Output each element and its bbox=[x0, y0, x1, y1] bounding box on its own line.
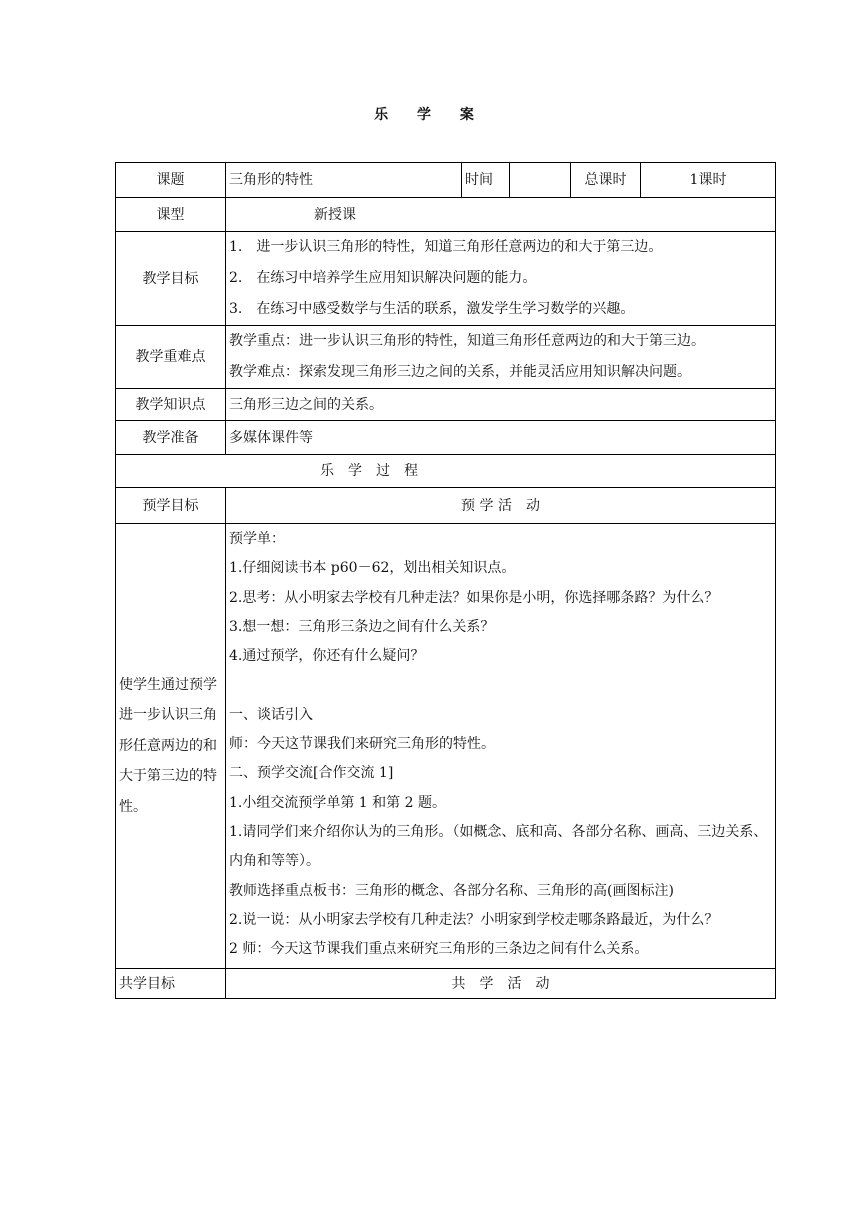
preview-activity-label: 预 学 活 动 bbox=[226, 488, 776, 524]
difficult-point-item: 教学难点：探索发现三角形三边之间的关系，并能灵活应用知识解决问题。 bbox=[229, 364, 691, 380]
teaching-goals-row bbox=[116, 232, 776, 326]
teaching-goals-list bbox=[226, 232, 776, 326]
total-hours-value: 1课时 bbox=[641, 163, 776, 198]
teaching-goal-item: 2. 在练习中培养学生应用知识解决问题的能力。 bbox=[229, 270, 537, 286]
topic-value: 三角形的特性 bbox=[226, 163, 462, 198]
activity-line: 1.请同学们来介绍你认为的三角形。（如概念、底和高、各部分名称、画高、三边关系、内角和等等）。 bbox=[229, 823, 768, 870]
topic-row bbox=[116, 163, 776, 198]
key-point-item: 教学重点：进一步认识三角形的特性，知道三角形任意两边的和大于第三边。 bbox=[229, 333, 705, 349]
time-value bbox=[510, 163, 571, 198]
activity-line: 2 师：今天这节课我们重点来研究三角形的三条边之间有什么关系。 bbox=[229, 941, 649, 958]
key-points-row bbox=[116, 326, 776, 389]
topic-label: 课题 bbox=[116, 163, 226, 198]
knowledge-label: 教学知识点 bbox=[116, 389, 226, 421]
activity-line: 3.想一想：三角形三条边之间有什么关系？ bbox=[229, 618, 495, 635]
lesson-type-row bbox=[116, 198, 776, 232]
preview-content-row bbox=[116, 524, 776, 969]
lesson-plan-table bbox=[115, 162, 776, 999]
process-heading-row bbox=[116, 455, 776, 488]
preparation-row bbox=[116, 421, 776, 455]
document-title: 乐 学 案 bbox=[374, 107, 486, 123]
activity-line: 1.仔细阅读书本 p60－62，划出相关知识点。 bbox=[229, 560, 516, 577]
knowledge-row bbox=[116, 389, 776, 421]
total-hours-label: 总课时 bbox=[571, 163, 641, 198]
activity-line: 教师选择重点板书：三角形的概念、各部分名称、三角形的高(画图标注) bbox=[229, 882, 674, 899]
process-heading: 乐 学 过 程 bbox=[116, 455, 776, 488]
time-label: 时间 bbox=[462, 163, 510, 198]
co-learning-header-row bbox=[116, 969, 776, 999]
preview-header-row bbox=[116, 488, 776, 524]
teaching-goals-label: 教学目标 bbox=[116, 232, 226, 326]
lesson-type-value: 新授课 bbox=[226, 198, 776, 232]
key-points-label: 教学重难点 bbox=[116, 326, 226, 389]
activity-line: 师：今天这节课我们来研究三角形的特性。 bbox=[229, 736, 495, 753]
activity-line: 4.通过预学，你还有什么疑问？ bbox=[229, 648, 425, 665]
teaching-goal-item: 1. 进一步认识三角形的特性，知道三角形任意两边的和大于第三边。 bbox=[229, 239, 663, 255]
activity-line: 二、预学交流[合作交流 1] bbox=[229, 765, 394, 782]
teaching-goal-item: 3. 在练习中感受数学与生活的联系，激发学生学习数学的兴趣。 bbox=[229, 301, 635, 317]
activity-line: 预学单： bbox=[229, 531, 285, 547]
preparation-label: 教学准备 bbox=[116, 421, 226, 455]
co-learning-activity-label: 共 学 活 动 bbox=[226, 969, 776, 999]
activity-line: 一、谈话引入 bbox=[229, 706, 313, 723]
activity-line: 1.小组交流预学单第 1 和第 2 题。 bbox=[229, 794, 446, 811]
activity-line: 2.说一说：从小明家去学校有几种走法？小明家到学校走哪条路最近，为什么？ bbox=[229, 911, 719, 928]
key-points-list bbox=[226, 326, 776, 389]
preview-activity-content bbox=[226, 524, 776, 969]
co-learning-goal-label: 共学目标 bbox=[116, 969, 226, 999]
knowledge-value: 三角形三边之间的关系。 bbox=[226, 389, 776, 421]
preparation-value: 多媒体课件等 bbox=[226, 421, 776, 455]
preview-goal-text: 使学生通过预学进一步认识三角形任意两边的和大于第三边的特性。 bbox=[116, 524, 226, 969]
lesson-type-label: 课型 bbox=[116, 198, 226, 232]
activity-blank-line bbox=[229, 671, 772, 700]
activity-line: 2.思考：从小明家去学校有几种走法？如果你是小明，你选择哪条路？为什么？ bbox=[229, 589, 719, 606]
preview-goal-label: 预学目标 bbox=[116, 488, 226, 524]
